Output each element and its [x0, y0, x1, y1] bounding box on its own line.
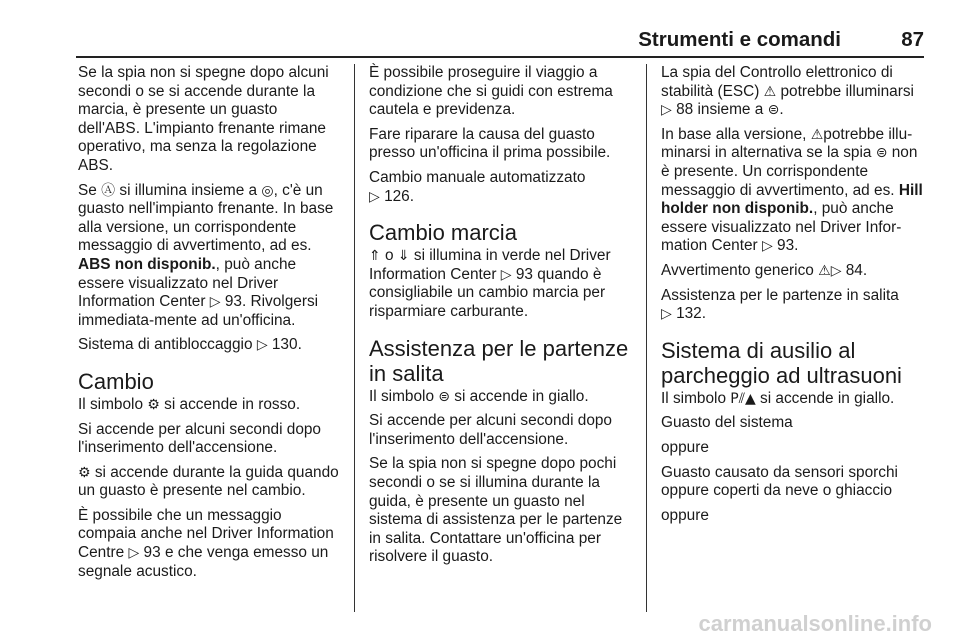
reference-arrow-icon: ▷ — [661, 306, 672, 323]
hill-hold-icon: ⊜ — [438, 388, 451, 405]
paragraph: Se Ⓐ si illumina insieme a ◎, c'è un guasto nell'impianto frenante. In base alla versione, un corrispondente messaggio di avvertimento, ad es. ABS non disponib., può anche essere visualizzato nel Driver Information Center ▷ 93. Rivolgersi immediata-mente ad un'officina. — [78, 181, 334, 329]
paragraph: Se la spia non si spegne dopo pochi secondi o se si illumina durante la guida, è presente un guasto nel sistema di assistenza per le partenze in salita. Contattare un'officina per risolvere il guasto. — [369, 455, 623, 566]
paragraph: Avvertimento generico ⚠▷ 84. — [661, 261, 868, 279]
park-assist-icon: P⫽▲ — [730, 390, 756, 407]
paragraph: Si accende per alcuni secondi dopo l'inserimento dell'accensione. — [369, 412, 612, 448]
page-ref[interactable]: 93 — [224, 293, 242, 311]
hill-hold-icon: ⊜ — [875, 145, 888, 162]
shift-down-icon: ⇓ — [397, 248, 410, 265]
page-header — [76, 26, 924, 56]
heading-cambio: Cambio — [78, 368, 154, 394]
page-number: 87 — [901, 28, 924, 51]
reference-arrow-icon: ▷ — [128, 545, 140, 562]
paragraph: Assistenza per le partenze in salita ▷ 132. — [661, 286, 899, 323]
paragraph: È possibile proseguire il viaggio a condizione che si guidi con estrema cautela e previdenza. — [369, 64, 613, 119]
page-ref[interactable]: 88 — [676, 101, 694, 119]
paragraph: Guasto causato da sensori sporchi oppure coperti da neve o ghiaccio — [661, 463, 898, 500]
column-2 — [369, 64, 633, 573]
warning-icon: ⚠ — [818, 262, 831, 279]
header-rule — [76, 56, 924, 58]
paragraph: oppure — [661, 438, 709, 456]
abs-icon: Ⓐ — [101, 182, 116, 199]
paragraph: Cambio manuale automatizzato ▷ 126. — [369, 168, 586, 205]
watermark: carmanualsonline.info — [698, 611, 932, 636]
page-ref[interactable]: 84 — [845, 261, 863, 279]
message-text: ABS non disponib. — [78, 255, 216, 273]
reference-arrow-icon: ▷ — [369, 188, 380, 205]
column-divider — [354, 64, 355, 612]
reference-arrow-icon: ▷ — [256, 337, 268, 354]
page-ref[interactable]: 126 — [384, 187, 410, 205]
gearbox-icon: ⚙ — [147, 396, 160, 413]
paragraph: È possibile che un messaggio compaia anche nel Driver Information Centre ▷ 93 e che venga emesso un segnale acustico. — [78, 506, 334, 580]
page-ref[interactable]: 132 — [676, 305, 702, 323]
page-ref[interactable]: 130 — [271, 336, 298, 354]
gearbox-icon: ⚙ — [78, 464, 91, 481]
column-3 — [661, 64, 927, 531]
paragraph: Sistema di antibloccaggio ▷ 130. — [78, 336, 302, 354]
section-title: Strumenti e comandi — [638, 28, 841, 51]
paragraph: In base alla versione, ⚠potrebbe illu-minarsi in alternativa se la spia ⊜ non è presente. Un corrispondente messaggio di avvertimento, ad es. Hill holder non disponib., può anche essere visualizzato nel Driver Infor-mation Center ▷ 93. — [661, 125, 923, 255]
reference-arrow-icon: ▷ — [761, 238, 773, 255]
paragraph: Se la spia non si spegne dopo alcuni secondi o se si accende durante la marcia, è presente un guasto dell'ABS. L'impianto frenante rimane operativo, ma senza la regolazione ABS. — [78, 64, 329, 174]
message-text: Hill holder non disponib. — [661, 181, 923, 218]
reference-arrow-icon: ▷ — [661, 102, 672, 119]
heading-cambio-marcia: Cambio marcia — [369, 220, 517, 246]
column-1 — [78, 64, 342, 587]
paragraph: La spia del Controllo elettronico di stabilità (ESC) ⚠ potrebbe illuminarsi ▷ 88 insieme a ⊜. — [661, 64, 914, 119]
warning-icon: ⚠ — [810, 126, 824, 143]
reference-arrow-icon: ▷ — [500, 266, 512, 283]
reference-arrow-icon: ▷ — [830, 262, 842, 279]
paragraph: ⇑ o ⇓ si illumina in verde nel Driver Information Center ▷ 93 quando è consigliabile un cambio marcia per risparmiare carburante. — [369, 247, 611, 320]
paragraph: Guasto del sistema — [661, 414, 793, 432]
heading-parcheggio: Sistema di ausilio al parcheggio ad ultrasuoni — [661, 337, 902, 388]
page-ref[interactable]: 93 — [777, 237, 795, 255]
paragraph: Il simbolo ⚙ si accende in rosso. — [78, 395, 301, 413]
page-ref[interactable]: 93 — [143, 544, 161, 562]
reference-arrow-icon: ▷ — [209, 294, 221, 311]
paragraph: oppure — [661, 506, 709, 524]
shift-up-icon: ⇑ — [369, 248, 381, 265]
page-ref[interactable]: 93 — [515, 265, 533, 283]
paragraph: Fare riparare la causa del guasto presso un'officina il prima possibile. — [369, 125, 611, 162]
paragraph: Si accende per alcuni secondi dopo l'inserimento dell'accensione. — [78, 420, 321, 457]
column-divider — [646, 64, 647, 612]
esc-icon: ⚠ — [763, 83, 777, 100]
brake-icon: ◎ — [261, 182, 274, 199]
paragraph: ⚙ si accende durante la guida quando un guasto è presente nel cambio. — [78, 463, 339, 500]
heading-assistenza: Assistenza per le partenze in salita — [369, 335, 629, 386]
hill-hold-icon: ⊜ — [767, 102, 780, 119]
paragraph: Il simbolo P⫽▲ si accende in giallo. — [661, 389, 895, 407]
paragraph: Il simbolo ⊜ si accende in giallo. — [369, 387, 589, 405]
